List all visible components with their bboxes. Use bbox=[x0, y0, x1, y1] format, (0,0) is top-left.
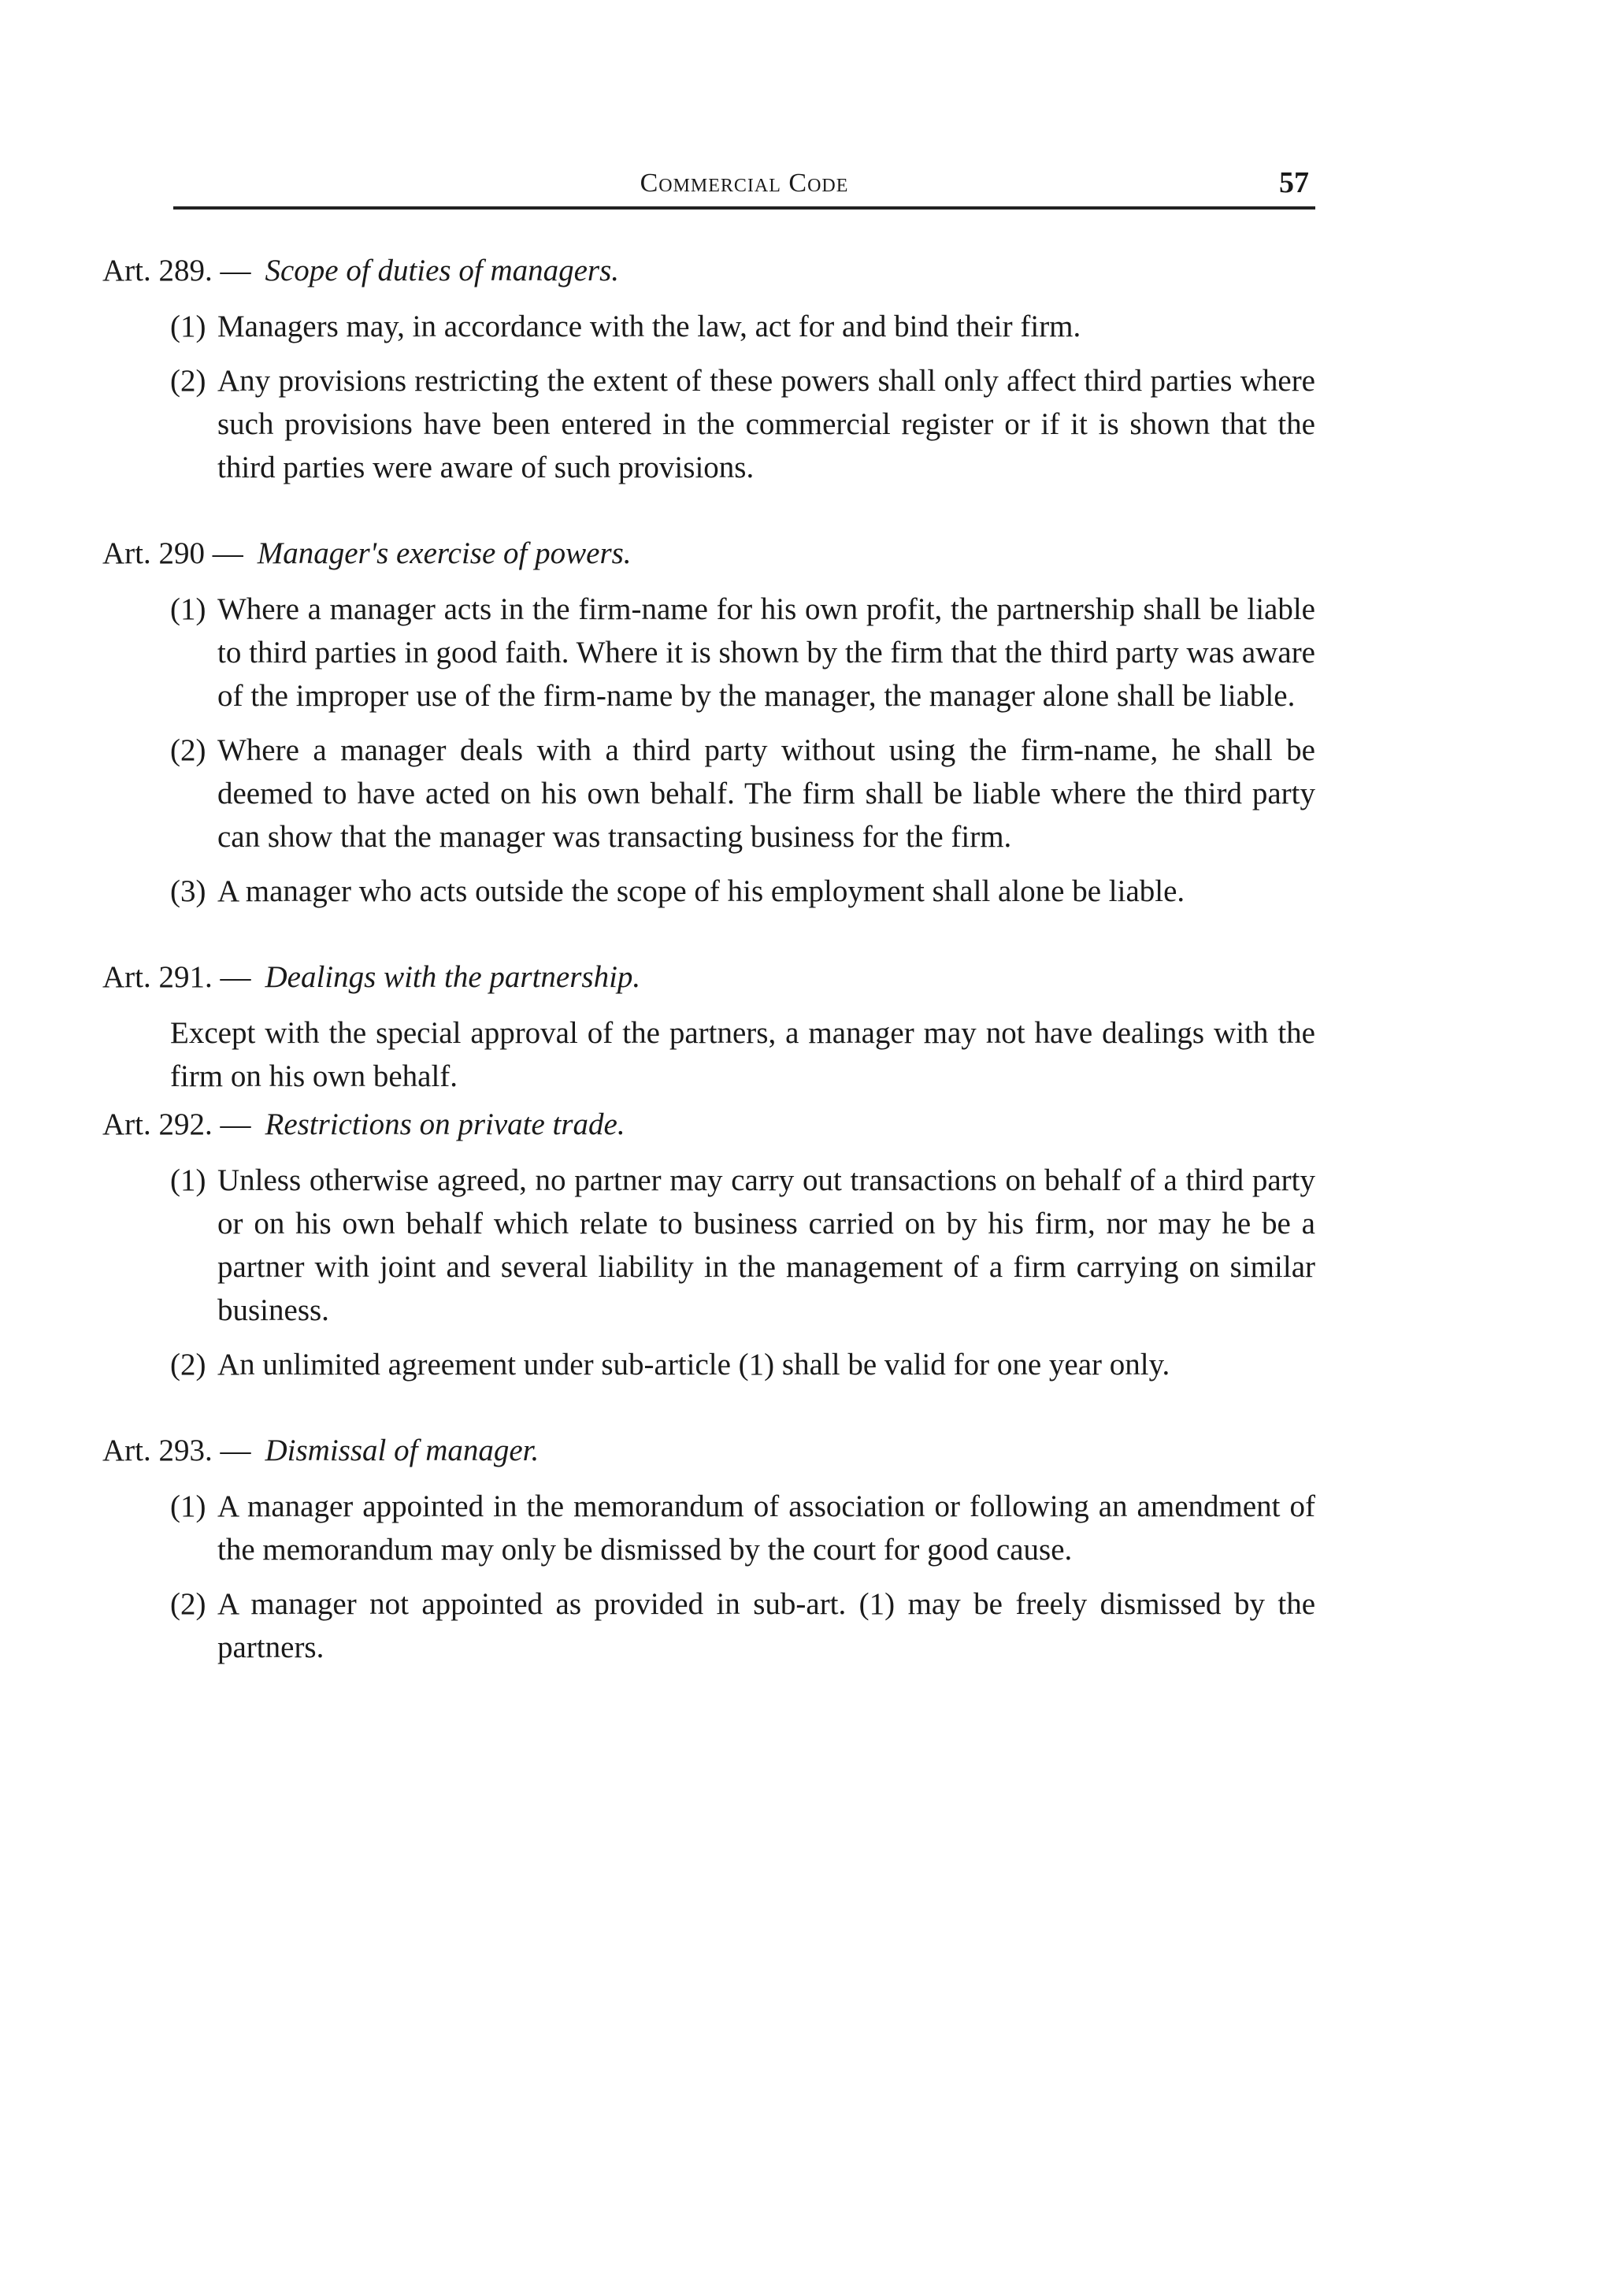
paragraph bbox=[102, 1582, 1315, 1669]
paragraph bbox=[102, 729, 1315, 859]
paragraph-number: (1) bbox=[170, 1163, 206, 1197]
paragraph-text: A manager who acts outside the scope of his employment shall alone be liable. bbox=[217, 874, 1185, 908]
article-number: Art. 291. — bbox=[102, 960, 251, 994]
paragraph-number: (2) bbox=[170, 733, 206, 767]
article-number: Art. 292. — bbox=[102, 1107, 251, 1141]
paragraph-text: Where a manager deals with a third party without using the firm-name, he shall be deemed to have acted on his own behalf. The firm shall be liable where the third party can show that the manager was transacting business for the firm. bbox=[217, 733, 1315, 854]
paragraph-number: (3) bbox=[170, 874, 206, 908]
article-text: Except with the special approval of the partners, a manager may not have dealings with the firm on his own behalf. bbox=[170, 1016, 1315, 1093]
article-title: Restrictions on private trade. bbox=[265, 1107, 625, 1141]
paragraph-text: Any provisions restricting the extent of these powers shall only affect third parties where such provisions have been entered in the commercial register or if it is shown that the third parties were aware of such provisions. bbox=[217, 364, 1315, 484]
article-number: Art. 290 — bbox=[102, 536, 243, 570]
paragraph-text: A manager appointed in the memorandum of association or following an amendment of the memorandum may only be dismissed by the court for good cause. bbox=[217, 1489, 1315, 1567]
paragraph bbox=[102, 588, 1315, 718]
article-293 bbox=[102, 1429, 1315, 1669]
paragraph-number: (2) bbox=[170, 1587, 206, 1621]
page-body bbox=[102, 249, 1315, 1712]
article-292 bbox=[102, 1103, 1315, 1386]
article-heading bbox=[102, 1429, 1315, 1472]
paragraph-text: An unlimited agreement under sub-article (1) shall be valid for one year only. bbox=[217, 1348, 1170, 1382]
article-title: Scope of duties of managers. bbox=[265, 254, 620, 287]
paragraph-text: Where a manager acts in the firm-name for his own profit, the partnership shall be liable to third parties in good faith. Where it is shown by the firm that the third party was aware of the improper use of the firm-name by the manager, the manager alone shall be liable. bbox=[217, 592, 1315, 713]
article-number: Art. 293. — bbox=[102, 1434, 251, 1467]
article-title: Dealings with the partnership. bbox=[265, 960, 641, 994]
paragraph-number: (1) bbox=[170, 1489, 206, 1523]
paragraph-text: A manager not appointed as provided in sub-art. (1) may be freely dismissed by the partners. bbox=[217, 1587, 1315, 1664]
paragraph-number: (1) bbox=[170, 310, 206, 343]
paragraph bbox=[102, 305, 1315, 348]
paragraph bbox=[102, 1343, 1315, 1386]
article-title: Manager's exercise of powers. bbox=[257, 536, 632, 570]
paragraph-number: (2) bbox=[170, 364, 206, 398]
article-heading bbox=[102, 532, 1315, 575]
paragraph-number: (1) bbox=[170, 592, 206, 626]
article-heading bbox=[102, 955, 1315, 999]
article-289 bbox=[102, 249, 1315, 489]
paragraph bbox=[102, 359, 1315, 489]
running-title: Commercial Code bbox=[640, 169, 849, 198]
article-291 bbox=[102, 955, 1315, 1098]
paragraph-text: Managers may, in accordance with the law, act for and bind their firm. bbox=[217, 310, 1081, 343]
running-header bbox=[173, 154, 1315, 210]
header-rule bbox=[173, 206, 1315, 210]
paragraph-text: Unless otherwise agreed, no partner may carry out transactions on behalf of a third party or on his own behalf which relate to business carried on by his firm, nor may he be a partner with joint and several liability in the management of a firm carrying on similar business. bbox=[217, 1163, 1315, 1327]
paragraph bbox=[102, 870, 1315, 913]
paragraph bbox=[102, 1485, 1315, 1571]
paragraph bbox=[102, 1159, 1315, 1332]
paragraph-number: (2) bbox=[170, 1348, 206, 1382]
article-heading bbox=[102, 249, 1315, 292]
article-number: Art. 289. — bbox=[102, 254, 251, 287]
article-heading bbox=[102, 1103, 1315, 1146]
article-title: Dismissal of manager. bbox=[265, 1434, 540, 1467]
article-290 bbox=[102, 532, 1315, 913]
page-number: 57 bbox=[1279, 166, 1309, 199]
